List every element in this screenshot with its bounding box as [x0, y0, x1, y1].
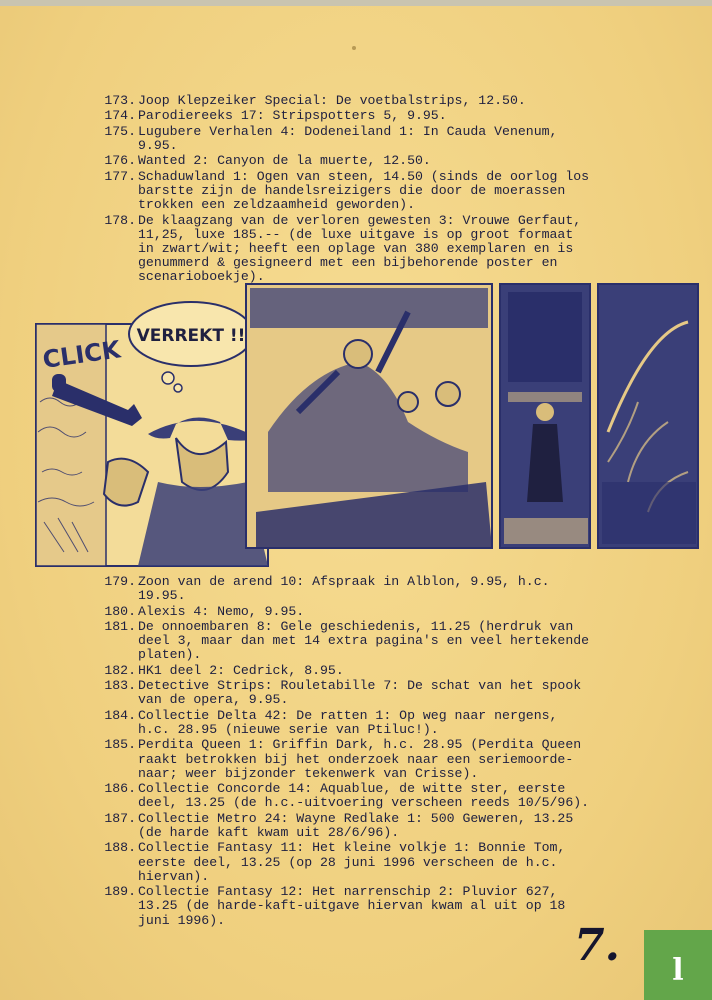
staple-hole [352, 46, 356, 50]
catalog-entry [90, 109, 630, 123]
entry-text: Zoon van de arend 10: Afspraak in Alblon, 9.95, h.c. 19.95. [138, 574, 550, 604]
entry-text: Lugubere Verhalen 4: Dodeneiland 1: In Cauda Venenum, 9.95. [138, 123, 558, 153]
catalog-entry [90, 812, 630, 840]
entry-number: 176. [104, 153, 136, 169]
entry-number: 175. [104, 123, 136, 139]
entry-number: 173. [104, 93, 136, 108]
entry-number: 180. [104, 603, 136, 619]
catalog-entry [90, 664, 630, 678]
catalog-entry [90, 170, 630, 213]
entry-text: Alexis 4: Nemo, 9.95. [138, 603, 305, 619]
entry-text: De onnoembaren 8: Gele geschiedenis, 11.25 (herdruk van deel 3, maar dan met 14 extra pagina's en veel hertekende platen). [138, 618, 590, 663]
catalog-entry [90, 620, 630, 663]
entry-text: Collectie Fantasy 11: Het kleine volkje 1: Bonnie Tom, eerste deel, 13.25 (op 28 juni 1996 verscheen de h.c. hiervan). [138, 840, 566, 884]
comic-panel-fight [246, 284, 492, 548]
catalog-entry [90, 782, 630, 810]
entry-text: Perdita Queen 1: Griffin Dark, h.c. 28.95 (Perdita Queen raakt betrokken bij het onderzoek naar een seriemoorde- naar; weer bijzonder tekenwerk van Crisse). [138, 737, 582, 781]
comic-strip-illustration [8, 282, 700, 570]
page-number: 7. [574, 920, 620, 971]
catalog-list-bottom [90, 575, 630, 929]
catalog-entry [90, 575, 630, 603]
comic-panel-doorway [500, 284, 590, 548]
page-sheet [0, 6, 712, 1000]
catalog-list-top [90, 94, 630, 286]
entry-text: Joop Klepzeiker Special: De voetbalstrips, 12.50. [138, 93, 526, 108]
entry-number: 186. [104, 781, 136, 797]
speech-text: VERREKT !! [136, 326, 246, 346]
entry-number: 182. [104, 662, 136, 678]
entry-number: 181. [104, 618, 136, 634]
entry-number: 187. [104, 810, 136, 826]
entry-number: 188. [104, 840, 136, 856]
entry-text: Wanted 2: Canyon de la muerte, 12.50. [138, 153, 431, 169]
catalog-entry [90, 709, 630, 737]
catalog-entry [90, 154, 630, 168]
catalog-entry [90, 841, 630, 884]
entry-text: Collectie Concorde 14: Aquablue, de witte ster, eerste deel, 13.25 (de h.c.-uitvoering verscheen reeds 10/5/96). [138, 781, 590, 811]
comic-panel-grass [598, 284, 698, 548]
entry-number: 185. [104, 737, 136, 753]
entry-number: 183. [104, 678, 136, 694]
catalog-entry [90, 94, 630, 108]
entry-text: De klaagzang van de verloren gewesten 3: Vrouwe Gerfaut, 11,25, luxe 185.-- (de luxe uitgave is op groot formaat in zwart/wit; heeft een oplage van 380 exemplaren en is genummerd & gesigneerd met een bijbehorende poster en scenarioboekje). [138, 212, 582, 285]
entry-text: Detective Strips: Rouletabille 7: De schat van het spook van de opera, 9.95. [138, 678, 582, 708]
catalog-entry [90, 214, 630, 285]
comic-panel-gunman [36, 302, 268, 566]
catalog-entry [90, 885, 630, 928]
entry-text: Collectie Delta 42: De ratten 1: Op weg naar nergens, h.c. 28.95 (nieuwe serie van Ptiluc!). [138, 707, 558, 737]
entry-text: HK1 deel 2: Cedrick, 8.95. [138, 662, 344, 678]
entry-text: Collectie Fantasy 12: Het narrenschip 2: Pluvior 627, 13.25 (de harde-kaft-uitgave hiervan kwam al uit op 18 juni 1996). [138, 884, 566, 928]
catalog-entry [90, 679, 630, 707]
entry-text: Collectie Metro 24: Wayne Redlake 1: 500 Geweren, 13.25 (de harde kaft kwam uit 28/6/96). [138, 810, 574, 840]
catalog-entry [90, 125, 630, 153]
entry-number: 179. [104, 574, 136, 589]
watermark-logo [644, 930, 712, 1000]
catalog-entry [90, 738, 630, 781]
entry-text: Parodiereeks 17: Stripspotters 5, 9.95. [138, 108, 447, 124]
comic-sfx-text: CLICK [40, 335, 123, 374]
entry-number: 178. [104, 212, 136, 228]
catalog-entry [90, 605, 630, 619]
watermark-letter: l [672, 953, 684, 988]
entry-number: 177. [104, 168, 136, 184]
entry-number: 174. [104, 108, 136, 124]
entry-number: 189. [104, 884, 136, 900]
entry-number: 184. [104, 707, 136, 723]
entry-text: Schaduwland 1: Ogen van steen, 14.50 (sinds de oorlog los barstte zijn de handelsreizigers die door de moerassen trokken een zeldzaamheid geworden). [138, 168, 590, 213]
